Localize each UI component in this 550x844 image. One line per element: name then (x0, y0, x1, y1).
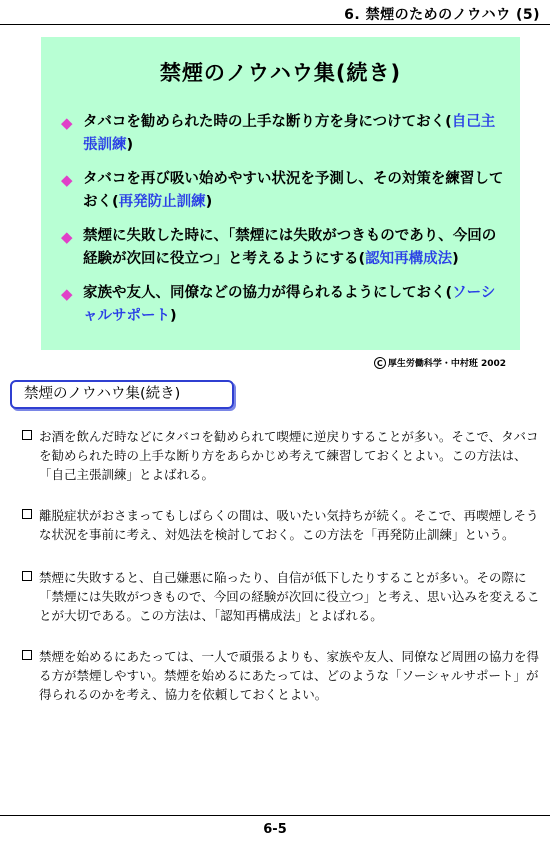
slide-panel (41, 37, 520, 350)
footer-divider (0, 815, 550, 816)
slide-bullet-keyword: 再発防止訓練 (118, 194, 206, 210)
note-item (22, 427, 542, 484)
copyright-icon: C (374, 357, 386, 369)
header-divider (0, 24, 550, 25)
page-header-title: 6. 禁煙のためのノウハウ (5) (344, 7, 540, 23)
slide-bullet-keyword: ソーシャルサポート (83, 285, 496, 324)
slide-bullet-item (59, 282, 505, 328)
note-text: 禁煙に失敗すると、自己嫌悪に陥ったり、自信が低下したりすることが多い。その際に「禁煙には失敗がつきもので、今回の経験が次回に役立つ」と考え、思い込みを変えることが大切である。この方法は、「認知再構成法」とよばれる。 (39, 570, 540, 623)
slide-title: 禁煙のノウハウ集(続き) (159, 61, 402, 85)
checkbox-bullet-icon (22, 650, 32, 660)
slide-bullet-suffix: ) (126, 137, 134, 153)
slide-credit (374, 356, 506, 369)
slide-bullet-text: タバコを再び吸い始めやすい状況を予測し、その対策を練習しておく( (83, 171, 504, 210)
diamond-bullet-icon: ◆ (61, 171, 73, 189)
note-item (22, 506, 542, 544)
note-item (22, 647, 542, 704)
slide-bullet-item (59, 225, 505, 271)
note-text: お酒を飲んだ時などにタバコを勧められて喫煙に逆戻りすることが多い。そこで、タバコを勧められた時の上手な断り方をあらかじめ考えて練習しておくとよい。この方法は、「自己主張訓練」とよばれる。 (39, 429, 539, 482)
section-heading: 禁煙のノウハウ集(続き) (10, 380, 234, 409)
checkbox-bullet-icon (22, 430, 32, 440)
slide-bullet-text: 禁煙に失敗した時に、「禁煙には失敗がつきものであり、今回の経験が次回に役立つ」と考えるようにする( (83, 228, 497, 267)
checkbox-bullet-icon (22, 509, 32, 519)
slide-bullet-item (59, 111, 505, 157)
slide-bullet-suffix: ) (452, 251, 459, 267)
slide-bullet-list (59, 111, 505, 339)
notes-list (22, 427, 542, 726)
slide-bullet-text: 家族や友人、同僚などの協力が得られるようにしておく( (83, 285, 453, 301)
diamond-bullet-icon: ◆ (61, 114, 73, 132)
slide-bullet-text: タバコを勧められた時の上手な断り方を身につけておく( (83, 114, 452, 130)
note-text: 離脱症状がおさまってもしばらくの間は、吸いたい気持ちが続く。そこで、再喫煙しそうな状況を事前に考え、対処法を検討しておく。この方法を「再発防止訓練」という。 (39, 508, 539, 542)
note-item (22, 568, 542, 625)
slide-bullet-suffix: ) (170, 308, 177, 324)
slide-bullet-item (59, 168, 505, 214)
checkbox-bullet-icon (22, 571, 32, 581)
diamond-bullet-icon: ◆ (61, 285, 73, 303)
slide-bullet-keyword: 認知再構成法 (365, 251, 453, 267)
credit-text: 厚生労働科学・中村班 2002 (387, 359, 506, 369)
note-text: 禁煙を始めるにあたっては、一人で頑張るよりも、家族や友人、同僚など周囲の協力を得る方が禁煙しやすい。禁煙を始めるにあたっては、どのような「ソーシャルサポート」が得られるのかを考え、協力を依頼しておくとよい。 (39, 649, 540, 702)
slide-bullet-keyword: 自己主張訓練 (83, 114, 496, 153)
page-number: 6-5 (263, 822, 287, 837)
diamond-bullet-icon: ◆ (61, 228, 73, 246)
slide-bullet-suffix: ) (205, 194, 213, 210)
